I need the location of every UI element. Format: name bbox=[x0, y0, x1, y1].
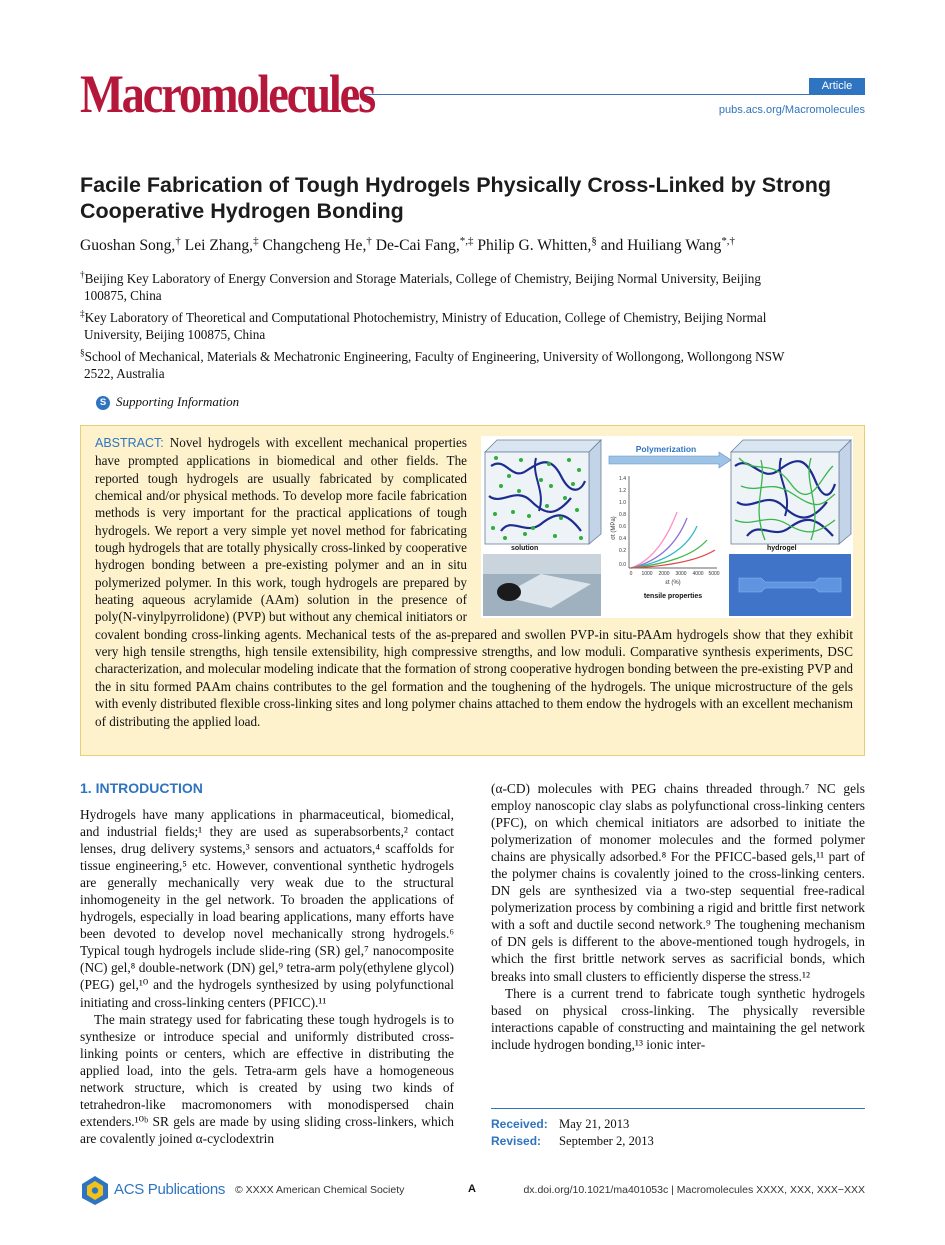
publisher-name[interactable]: ACS Publications bbox=[114, 1181, 226, 1198]
author[interactable]: and Huiliang Wang*,† bbox=[600, 234, 735, 254]
vial-photo bbox=[483, 554, 601, 616]
svg-text:0.2: 0.2 bbox=[619, 548, 626, 554]
polymerization-arrow bbox=[609, 444, 731, 468]
abstract-body: Novel hydrogels with excellent mechanical properties have prompted applications in biomedical and other fields. The reported tough hydrogels are usually fabricated by complicated chemical and/or physical methods. To develop more facile fabrication methods is very important for the practical applications of tough hydrogels. We report a very simple yet novel method for fabricating tough hydrogels that are totally physically cross-linked by cooperative hydrogen bonding between a pre-existing polymer and an in situ polymerized polymer. In this work, tough hydrogels are prepared by heating aqueous acrylamide (AAm) solution in the presence of poly(N-vinylpyrrolidone) (PVP) but without any chemical initiators or covalent bonding cross-linking agents. Mechanical tests of the as-prepared and swollen PVP-in situ-PAAm hydrogels show that they exhibit very high tensile strengths, high tensile extensibility, high compressive strengths, and low moduli. Comparative synthesis experiments, DSC characterization, and molecular modeling indicate that the formation of strong cooperative hydrogen bonding between the pre-existing PVP and the in situ formed PAAm chains contributes to the gel formation and the toughening of the hydrogels. The unique microstructure of the gels with evenly distributed flexible cross-linking sites and long polymer chains attached to them endow the hydrogels with an excellent mechanism of distributing the applied load. bbox=[95, 435, 853, 729]
svg-text:1.2: 1.2 bbox=[619, 488, 626, 494]
revised-date: September 2, 2013 bbox=[559, 1134, 654, 1148]
supporting-info-icon: S bbox=[96, 396, 110, 410]
svg-text:1.0: 1.0 bbox=[619, 500, 626, 506]
paragraph: There is a current trend to fabricate tough synthetic hydrogels based on physical cross-linking. The physically reversible interactions capable of constructing and maintaining the gel network include hydrogen bonding,¹³ ionic inter- bbox=[491, 985, 865, 1052]
section-heading: 1. INTRODUCTION bbox=[80, 780, 203, 796]
journal-url-link[interactable]: pubs.acs.org/Macromolecules bbox=[718, 104, 865, 116]
svg-text:0.4: 0.4 bbox=[619, 536, 626, 542]
journal-name: Macromolecules bbox=[80, 64, 375, 124]
paragraph: (α-CD) molecules with PEG chains threaded through.⁷ NC gels employ nanoscopic clay slabs as polyfunctional cross-linking centers (PFC), on which chemical initiators are adsorbed to initiate the polymerization of monomer molecules and the formed polymer chains are physically adsorbed.⁸ For the PFICC-based gels,¹¹ part of the polymer chains is covalently joined to the cross-linking centers. DN gels are synthesized via a two-step sequential free-radical polymerization process by combining a rigid and brittle first network with a soft and ductile second network.⁹ The toughening mechanism of DN gels is different to the above-mentioned tough hydrogels, in which the first brittle network serves as sacrificial bonds, which breaks into small clusters to efficiently disperse the stress.¹² bbox=[491, 781, 865, 984]
svg-text:1000: 1000 bbox=[641, 571, 653, 577]
author[interactable]: De-Cai Fang,*,‡ bbox=[375, 234, 474, 254]
svg-text:solution: solution bbox=[511, 545, 539, 552]
left-column bbox=[80, 778, 454, 1147]
hydrogel-network-cube bbox=[731, 440, 851, 552]
svg-text:Polymerization: Polymerization bbox=[635, 444, 697, 454]
svg-text:0.8: 0.8 bbox=[619, 512, 626, 518]
right-column bbox=[491, 780, 865, 1053]
hydrogel-photo bbox=[729, 554, 851, 616]
author[interactable]: Philip G. Whitten,§ bbox=[477, 234, 597, 254]
svg-text:1.4: 1.4 bbox=[619, 476, 626, 482]
affiliation: ‡Key Laboratory of Theoretical and Computational Photochemistry, Ministry of Education, College of Chemistry, Beijing Normal University, Beijing 100875, China bbox=[80, 308, 767, 342]
affiliation: §School of Mechanical, Materials & Mechatronic Engineering, Faculty of Engineering, University of Wollongong, Wollongong NSW 2522, Australia bbox=[80, 347, 785, 381]
svg-text:σt (MPa): σt (MPa) bbox=[611, 516, 617, 540]
author[interactable]: Guoshan Song,† bbox=[80, 234, 181, 254]
copyright: © XXXX American Chemical Society bbox=[235, 1184, 405, 1196]
supporting-information-link[interactable]: S Supporting Information bbox=[96, 394, 239, 410]
svg-text:5000: 5000 bbox=[708, 571, 720, 577]
toc-graphic bbox=[481, 436, 853, 618]
svg-text:0.6: 0.6 bbox=[619, 524, 626, 530]
abstract-box bbox=[80, 425, 865, 756]
masthead-rule bbox=[365, 94, 865, 95]
article-type-tag: Article bbox=[809, 78, 865, 95]
tensile-chart bbox=[611, 476, 720, 600]
svg-text:3000: 3000 bbox=[675, 571, 687, 577]
author-list bbox=[80, 236, 870, 256]
author[interactable]: Changcheng He,† bbox=[262, 234, 372, 254]
svg-text:2000: 2000 bbox=[658, 571, 670, 577]
page-footer bbox=[80, 1172, 865, 1212]
masthead bbox=[80, 62, 865, 132]
svg-text:4000: 4000 bbox=[692, 571, 704, 577]
solution-network-cube bbox=[485, 440, 601, 552]
svg-text:0.0: 0.0 bbox=[619, 562, 626, 568]
svg-text:tensile properties: tensile properties bbox=[643, 593, 703, 600]
affiliation: †Beijing Key Laboratory of Energy Conversion and Storage Materials, College of Chemistry, Beijing Normal University, Beijing 100875, China bbox=[80, 269, 761, 303]
author[interactable]: Lei Zhang,‡ bbox=[184, 234, 259, 254]
paragraph: Hydrogels have many applications in pharmaceutical, biomedical, and industrial fields;¹ they are used as superabsorbents,² contact lenses, drug delivery systems,³ sensors and actuators,⁴ scaffolds for tissue engineering,⁵ etc. However, conventional synthetic hydrogels are generally mechanically very weak due to the structural inhomogeneity in the gel network. To broaden the applications of hydrogels, especially in load bearing applications, many efforts have been devoted to develop novel mechanically strong hydrogels.⁶ Typical tough hydrogels include slide-ring (SR) gel,⁷ nanocomposite (NC) gel,⁸ double-network (DN) gel,⁹ tetra-arm poly(ethylene glycol) (PEG) gel,¹⁰ and the hydrogels synthesized by using polyfunctional initiating and cross-linking centers (PFICC).¹¹ bbox=[80, 807, 454, 1010]
abstract-label: ABSTRACT: bbox=[95, 436, 164, 450]
acs-logo-icon bbox=[80, 1174, 110, 1206]
article-title: Facile Fabrication of Tough Hydrogels Physically Cross-Linked by Strong Cooperative Hydrogen Bonding bbox=[80, 173, 832, 223]
paragraph: The main strategy used for fabricating these tough hydrogels is to synthesize or introduce special and uniformly distributed cross-linking points or centers, which are effective in distributing the applied load, into the gels. Tetra-arm gels have a homogeneous network structure, which is created by using two kinds of tetrahedron-like macromonomers with monodispersed chain extenders.¹⁰ᵇ SR gels are made by using sliding cross-linkers, which are covalently joined α-cyclodextrin bbox=[80, 1011, 454, 1146]
doi-citation[interactable]: dx.doi.org/10.1021/ma401053c | Macromolecules XXXX, XXX, XXX−XXX bbox=[523, 1184, 865, 1196]
svg-text:εt (%): εt (%) bbox=[665, 580, 681, 586]
article-dates: Received: May 21, 2013 Revised: September 2, 2013 bbox=[491, 1108, 865, 1150]
svg-text:0: 0 bbox=[629, 571, 633, 577]
page-number: A bbox=[468, 1183, 476, 1195]
abstract-text bbox=[95, 434, 853, 730]
received-date: May 21, 2013 bbox=[559, 1117, 630, 1131]
svg-text:hydrogel: hydrogel bbox=[767, 545, 797, 552]
